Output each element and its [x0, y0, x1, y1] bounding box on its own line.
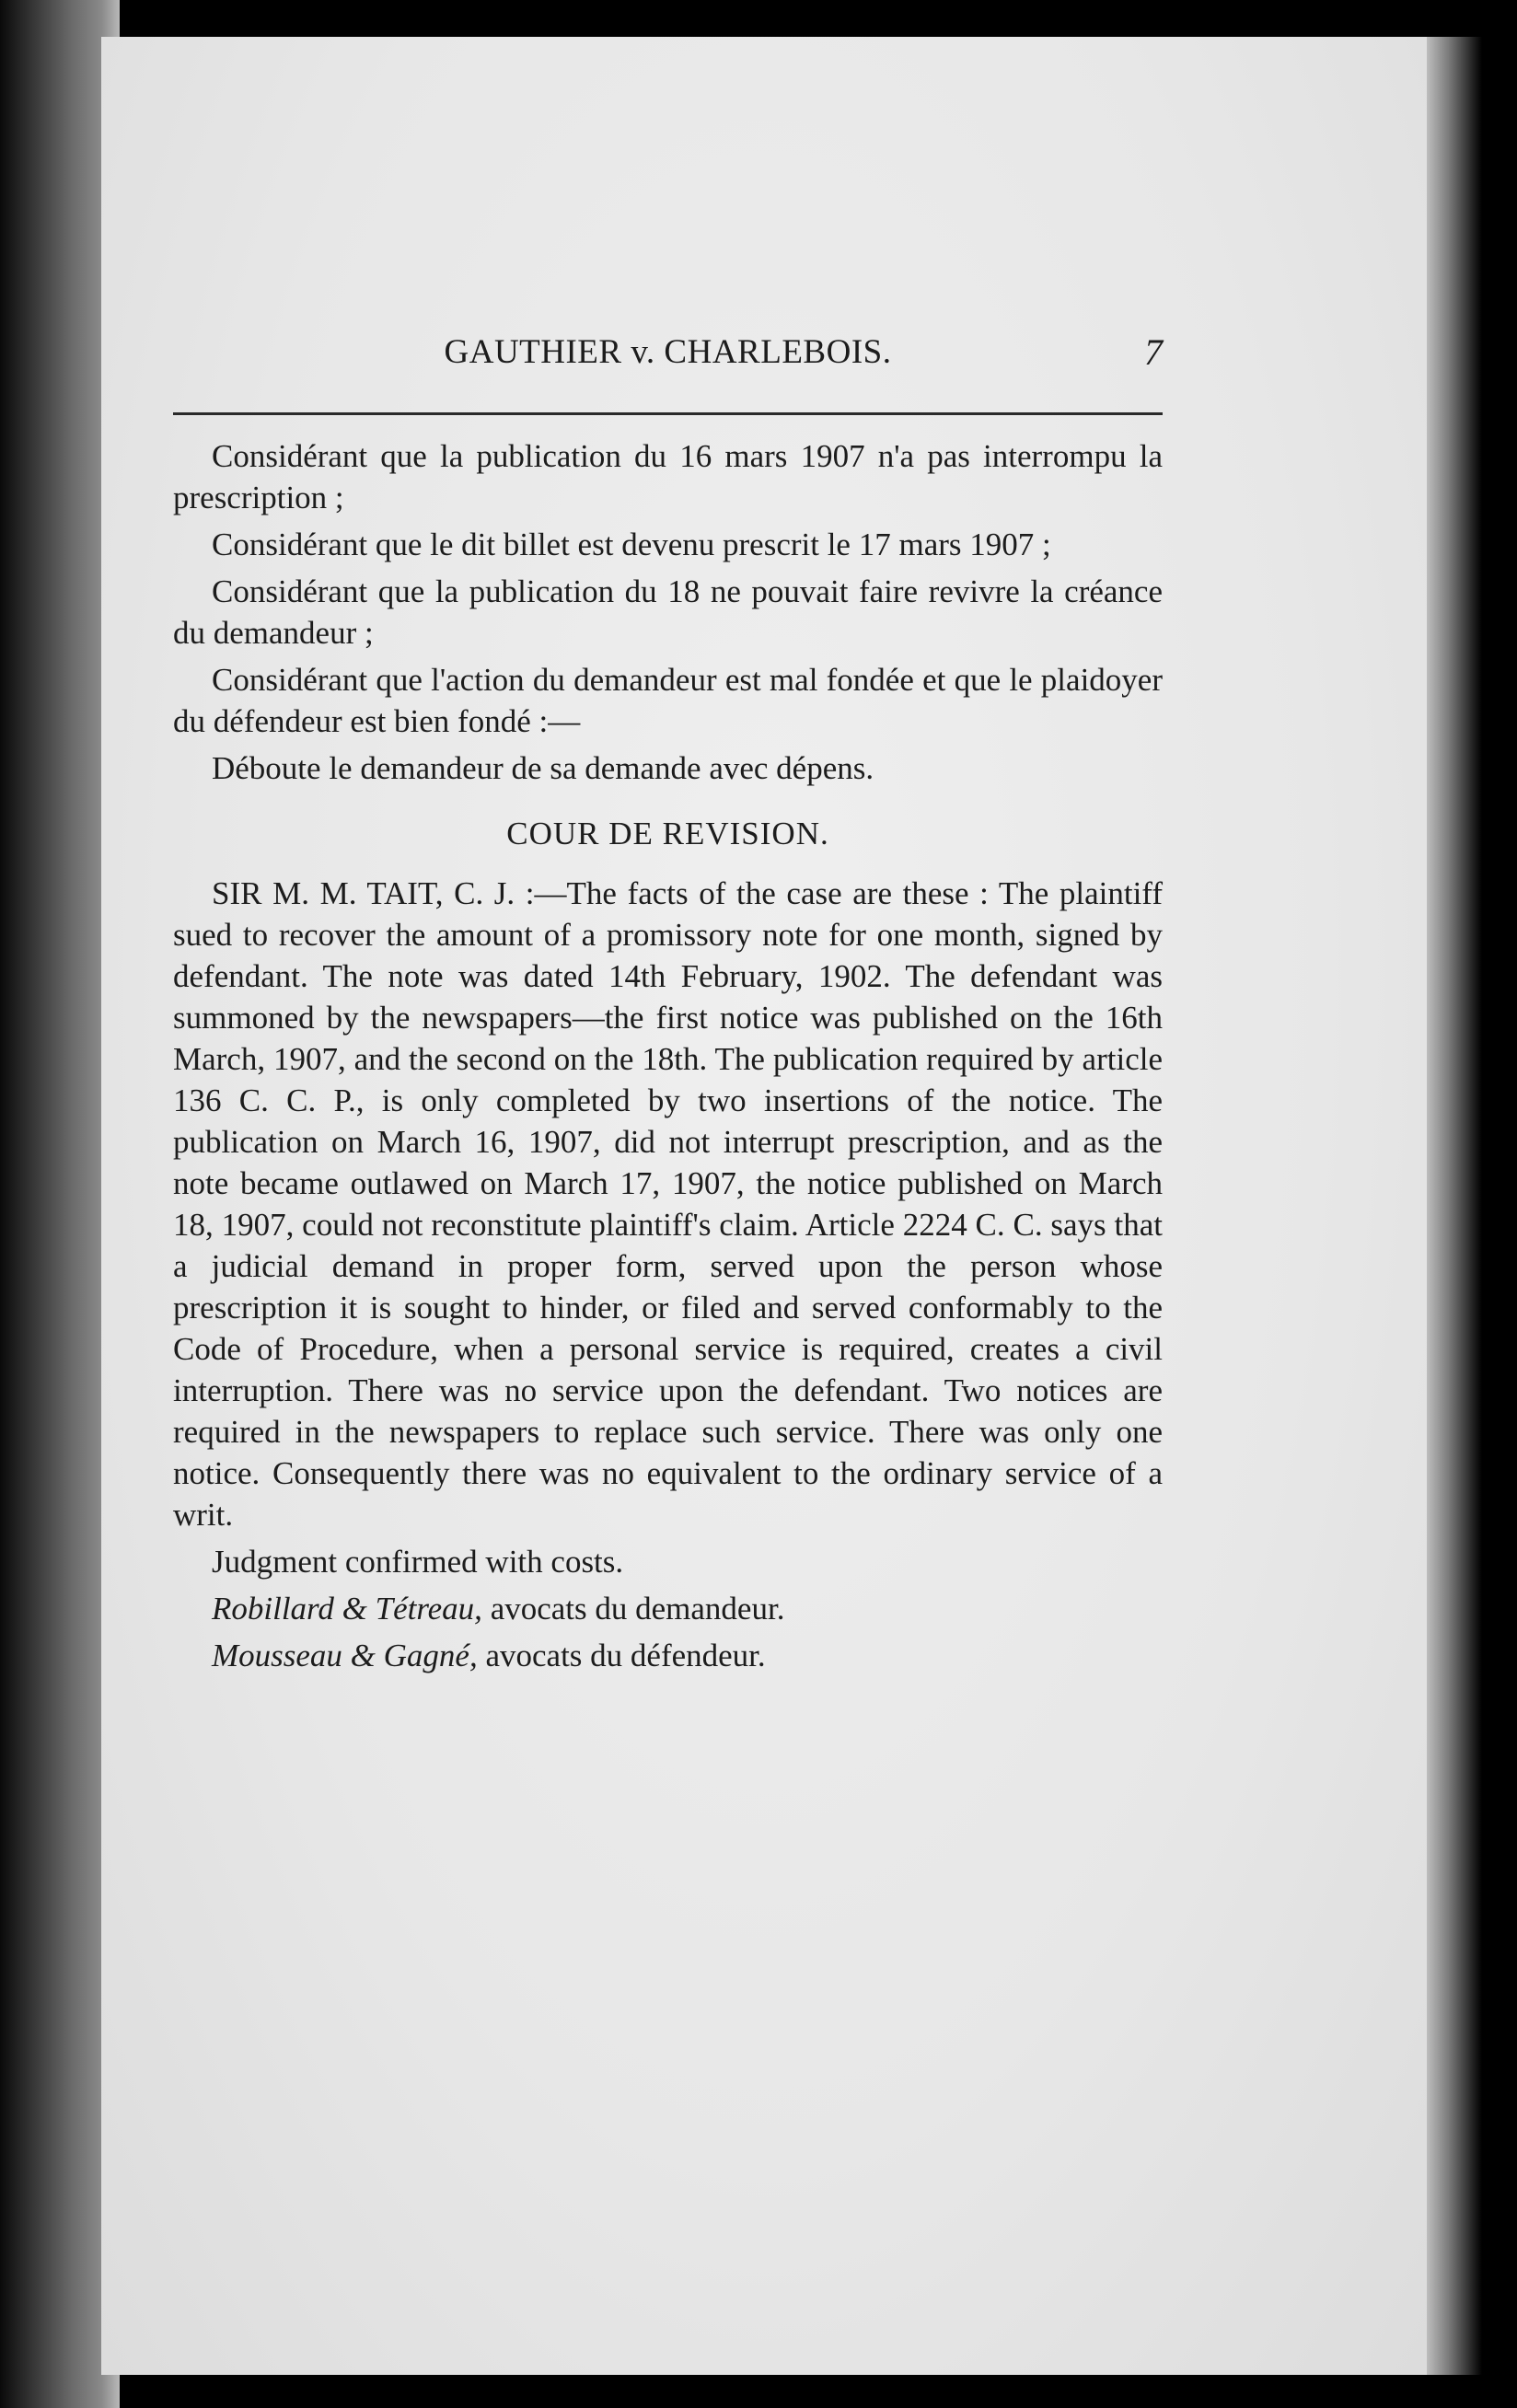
section-heading: COUR DE REVISION.: [506, 816, 829, 851]
defendant-counsel-role: avocats du défendeur.: [477, 1638, 766, 1673]
plaintiff-counsel-names: Robillard & Tétreau,: [212, 1591, 482, 1627]
considerant-paragraph: Considérant que la publication du 18 ne pouvait faire revivre la créance du demandeur ;: [173, 573, 1163, 651]
plaintiff-counsel-line: [173, 1588, 1163, 1629]
page-content: [173, 331, 1163, 1676]
page-number: 7: [1144, 331, 1163, 373]
running-title: GAUTHIER v. CHARLEBOIS.: [444, 333, 892, 371]
defendant-counsel-names: Mousseau & Gagné,: [212, 1638, 478, 1673]
page-edge-shadow: [1427, 37, 1482, 2375]
considerant-paragraph: Considérant que la publication du 16 mars 1907 n'a pas interrompu la prescription ;: [173, 438, 1163, 515]
opinion-paragraph: [173, 873, 1163, 1535]
judgment-paragraph-fr: Déboute le demandeur de sa demande avec dépens.: [212, 750, 874, 786]
considerant-paragraph: Considérant que l'action du demandeur est mal fondée et que le plaidoyer du défendeur est bien fondé :—: [173, 662, 1163, 739]
judgment-paragraph-en: Judgment confirmed with costs.: [212, 1544, 624, 1580]
running-head: [173, 331, 1163, 385]
judge-name: SIR M. M. TAIT, C. J.: [212, 875, 515, 911]
considerant-paragraph: Considérant que le dit billet est devenu prescrit le 17 mars 1907 ;: [212, 527, 1051, 562]
defendant-counsel-line: [173, 1635, 1163, 1676]
opinion-text: :—The facts of the case are these : The plaintiff sued to recover the amount of a promissory note for one month, signed by defendant. The note was dated 14th February, 1902. The defendant was summoned by the newspapers—the first notice was published on the 16th March, 1907, and the second on the 18th. The publication required by article 136 C. C. P., is only completed by two insertions of the notice. The publication on March 16, 1907, did not interrupt prescription, and as the note became outlawed on March 17, 1907, the notice published on March 18, 1907, could not reconstitute plaintiff's claim. Article 2224 C. C. says that a judicial demand in proper form, served upon the person whose prescription it is sought to hinder, or filed and served conformably to the Code of Procedure, when a personal service is required, creates a civil interruption. There was no service upon the defendant. Two notices are required in the newspapers to replace such service. There was only one notice. Consequently there was no equivalent to the ordinary service of a writ.: [173, 875, 1163, 1533]
header-rule: [173, 412, 1163, 415]
plaintiff-counsel-role: avocats du demandeur.: [481, 1591, 785, 1627]
